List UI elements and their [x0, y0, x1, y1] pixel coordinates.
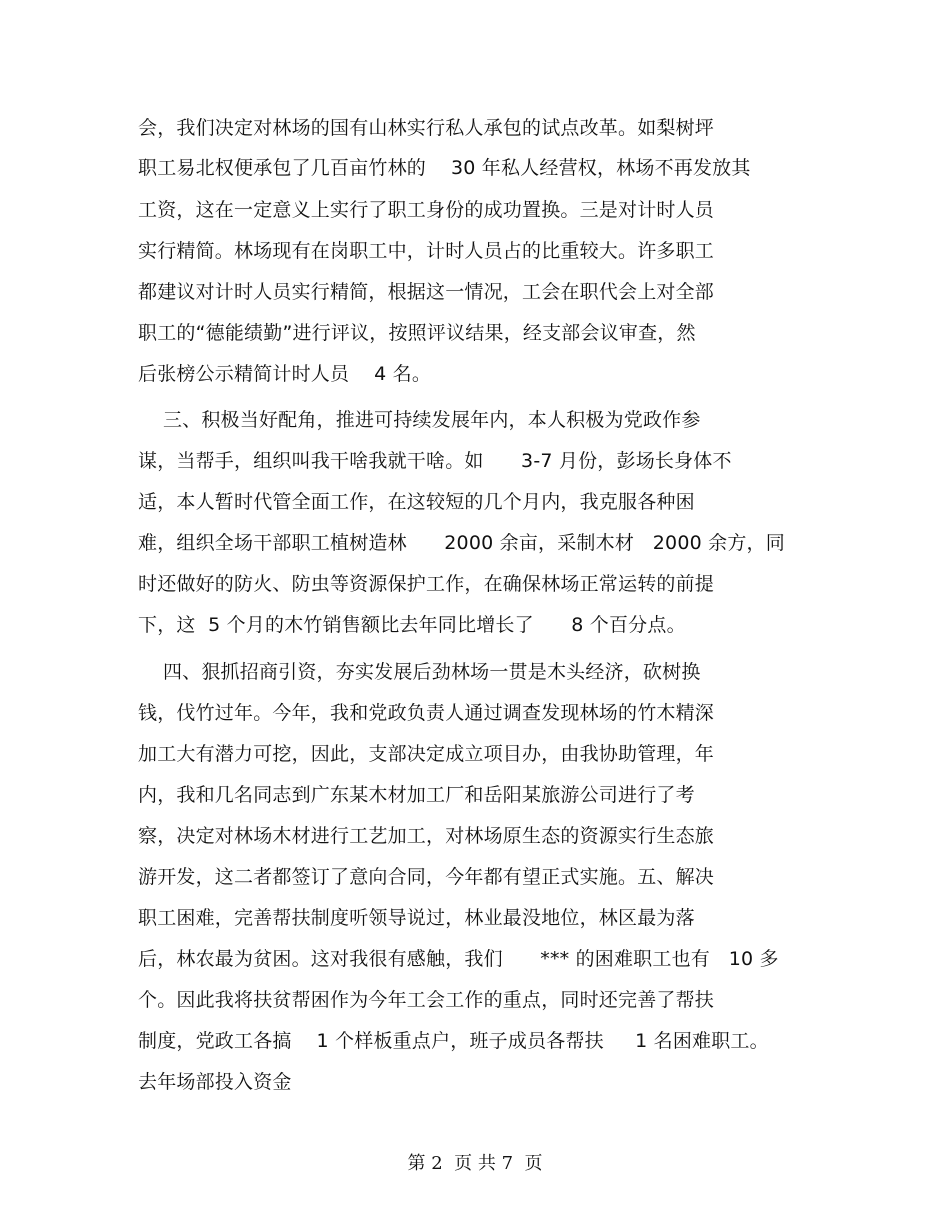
body-text-line: 钱，伐竹过年。今年，我和党政负责人通过调查发现林场的竹木精深: [138, 702, 715, 724]
body-text-line: 时还做好的防火、防虫等资源保护工作，在确保林场正常运转的前提: [138, 573, 715, 595]
body-text-line: 难，组织全场干部职工植树造林 2000 余亩，采制木材 2000 余方，同: [138, 532, 785, 554]
body-text-line: 察，决定对林场木材进行工艺加工，对林场原生态的资源实行生态旅: [138, 825, 715, 847]
body-text-line: 会，我们决定对林场的国有山林实行私人承包的试点改革。如梨树坪: [138, 117, 715, 139]
body-text-line: 实行精简。林场现有在岗职工中，计时人员占的比重较大。许多职工: [138, 240, 715, 262]
body-text-line: 后张榜公示精简计时人员 4 名。: [138, 363, 432, 385]
body-text-line: 制度，党政工各搞 1 个样板重点户，班子成员各帮扶 1 名困难职工。: [138, 1030, 769, 1052]
body-text-line: 去年场部投入资金: [138, 1071, 292, 1093]
body-text-line: 内，我和几名同志到广东某木材加工厂和岳阳某旅游公司进行了考: [138, 784, 695, 806]
body-text-line: 游开发，这二者都签订了意向合同，今年都有望正式实施。五、解决: [138, 866, 715, 888]
body-text-line: 后，林农最为贫困。这对我很有感触，我们 *** 的困难职工也有 10 多: [138, 948, 779, 970]
body-text-line: 三、积极当好配角，推进可持续发展年内，本人积极为党政作参: [138, 409, 701, 431]
body-text-line: 适，本人暂时代管全面工作，在这较短的几个月内，我克服各种困: [138, 491, 695, 513]
body-text-line: 职工的“德能绩勤”进行评议，按照评议结果，经支部会议审查，然: [138, 322, 696, 344]
body-text-line: 职工困难，完善帮扶制度听领导说过，林业最没地位，林区最为落: [138, 907, 695, 929]
body-text-line: 都建议对计时人员实行精简，根据这一情况，工会在职代会上对全部: [138, 281, 715, 303]
body-text-line: 四、狠抓招商引资，夯实发展后劲林场一贯是木头经济，砍树换: [138, 661, 701, 683]
page-number-footer: 第 2 页 共 7 页: [407, 1153, 543, 1174]
body-text-line: 个。因此我将扶贫帮困作为今年工会工作的重点，同时还完善了帮扶: [138, 989, 715, 1011]
body-text-line: 谋，当帮手，组织叫我干啥我就干啥。如 3-7 月份，彭场长身体不: [138, 450, 732, 472]
body-text-line: 下，这 5 个月的木竹销售额比去年同比增长了 8 个百分点。: [138, 614, 686, 636]
body-text-line: 工资，这在一定意义上实行了职工身份的成功置换。三是对计时人员: [138, 199, 715, 221]
body-text-line: 职工易北权便承包了几百亩竹林的 30 年私人经营权，林场不再发放其: [138, 157, 751, 179]
body-text-line: 加工大有潜力可挖，因此，支部决定成立项目办，由我协助管理，年: [138, 743, 715, 765]
